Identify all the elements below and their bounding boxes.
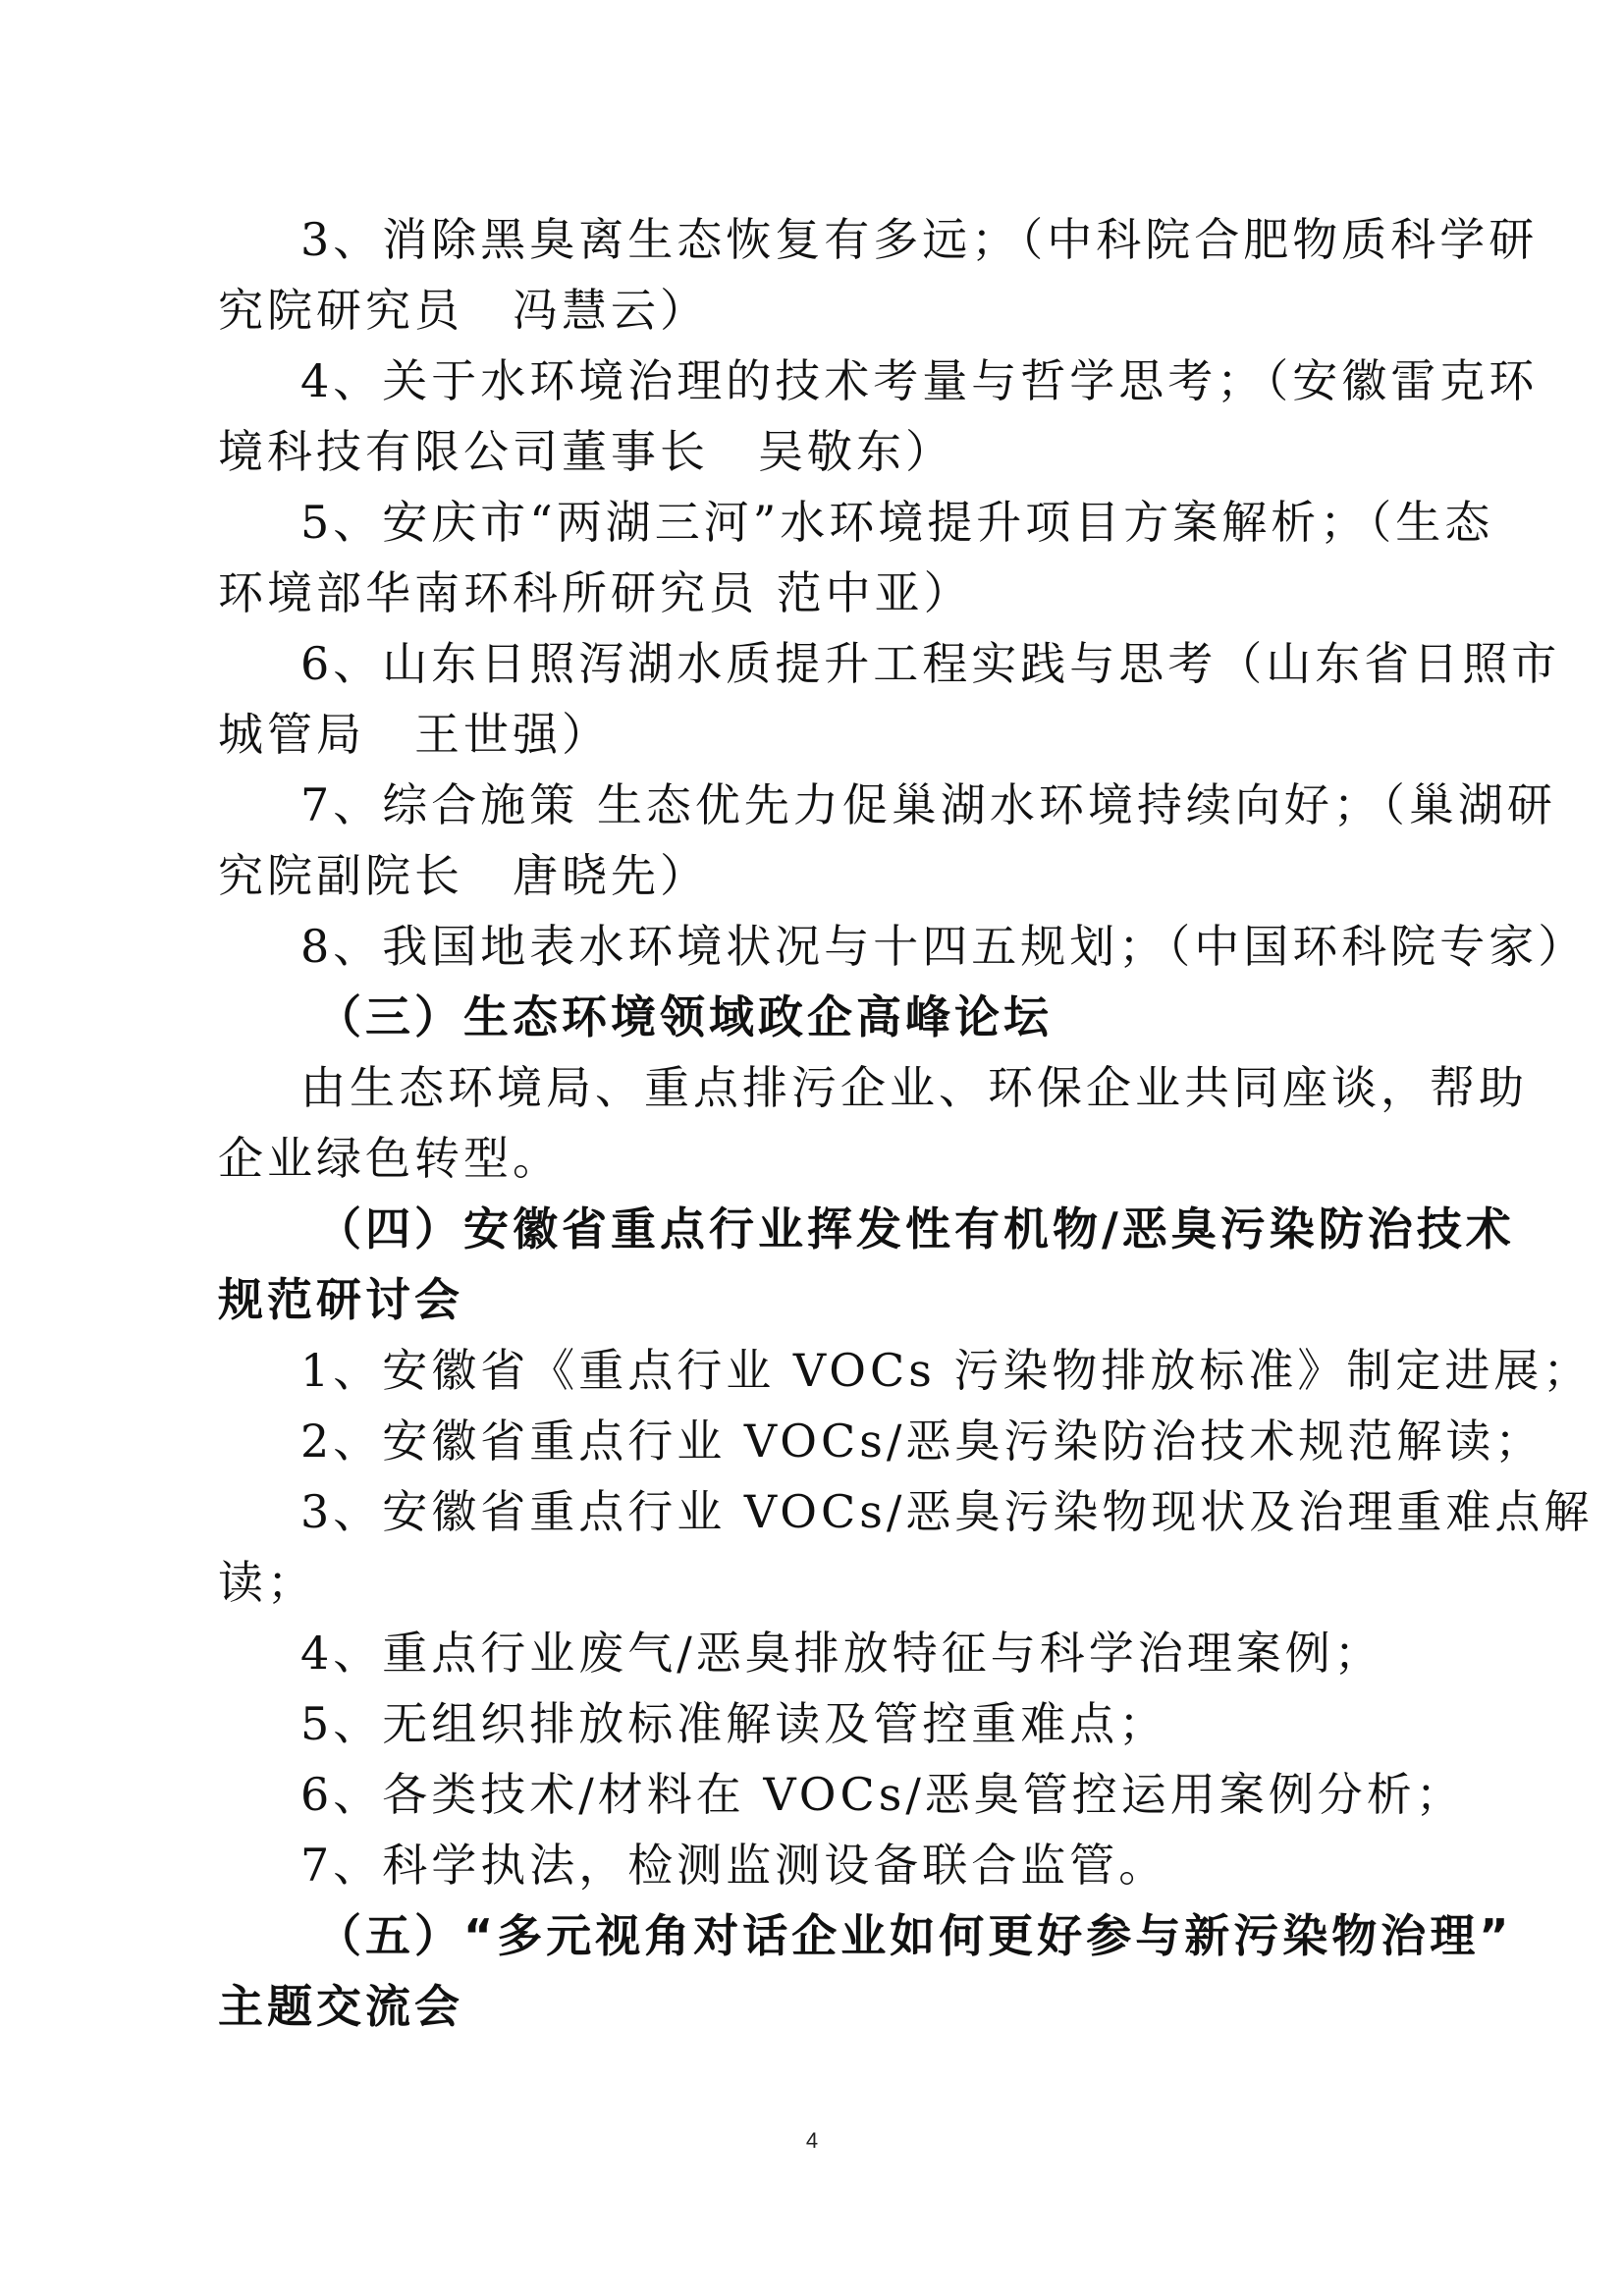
sublist-item-5: 5、无组织排放标准解读及管控重难点； — [300, 1697, 1168, 1750]
list-item-6-line1: 6、山东日照泻湖水质提升工程实践与思考（山东省日照市 — [300, 637, 1561, 690]
list-item-7-line2: 究院副院长 唐晓先） — [218, 849, 709, 902]
section-heading-5-line1: （五）“多元视角对话企业如何更好参与新污染物治理” — [316, 1909, 1513, 1962]
list-item-3-line2: 究院研究员 冯慧云） — [218, 284, 709, 337]
list-item-6-line2: 城管局 王世强） — [218, 708, 611, 761]
sublist-item-6: 6、各类技术/材料在 VOCs/恶臭管控运用案例分析； — [300, 1768, 1465, 1821]
section-heading-4-line2: 规范研讨会 — [218, 1273, 463, 1326]
sublist-item-7: 7、科学执法，检测监测设备联合监管。 — [300, 1839, 1168, 1892]
section-heading-4-line1: （四）安徽省重点行业挥发性有机物/恶臭污染防治技术 — [316, 1202, 1515, 1255]
list-item-4-line1: 4、关于水环境治理的技术考量与哲学思考；（安徽雷克环 — [300, 354, 1539, 407]
paragraph-line1: 由生态环境局、重点排污企业、环保企业共同座谈，帮助 — [300, 1061, 1528, 1114]
sublist-item-2: 2、安徽省重点行业 VOCs/恶臭污染防治技术规范解读； — [300, 1415, 1544, 1468]
sublist-item-4: 4、重点行业废气/恶臭排放特征与科学治理案例； — [300, 1627, 1383, 1680]
paragraph-line2: 企业绿色转型。 — [218, 1132, 562, 1185]
page-number: 4 — [805, 2128, 819, 2153]
list-item-8: 8、我国地表水环境状况与十四五规划；（中国环科院专家） — [300, 920, 1588, 973]
sublist-item-1: 1、安徽省《重点行业 VOCs 污染物排放标准》制定进展； — [300, 1344, 1593, 1397]
sublist-item-3-line1: 3、安徽省重点行业 VOCs/恶臭污染物现状及治理重难点解 — [300, 1485, 1594, 1538]
list-item-4-line2: 境科技有限公司董事长 吴敬东） — [218, 425, 954, 478]
sublist-item-3-line2: 读； — [218, 1556, 316, 1609]
list-item-5-line1: 5、安庆市“两湖三河”水环境提升项目方案解析；（生态 — [300, 496, 1494, 549]
section-heading-5-line2: 主题交流会 — [218, 1980, 463, 2033]
list-item-5-line2: 环境部华南环科所研究员 范中亚） — [218, 566, 973, 619]
list-item-3-line1: 3、消除黑臭离生态恢复有多远；（中科院合肥物质科学研 — [300, 213, 1539, 266]
section-heading-3: （三）生态环境领域政企高峰论坛 — [316, 990, 1053, 1043]
list-item-7-line1: 7、综合施策 生态优先力促巢湖水环境持续向好；（巢湖研 — [300, 778, 1556, 831]
